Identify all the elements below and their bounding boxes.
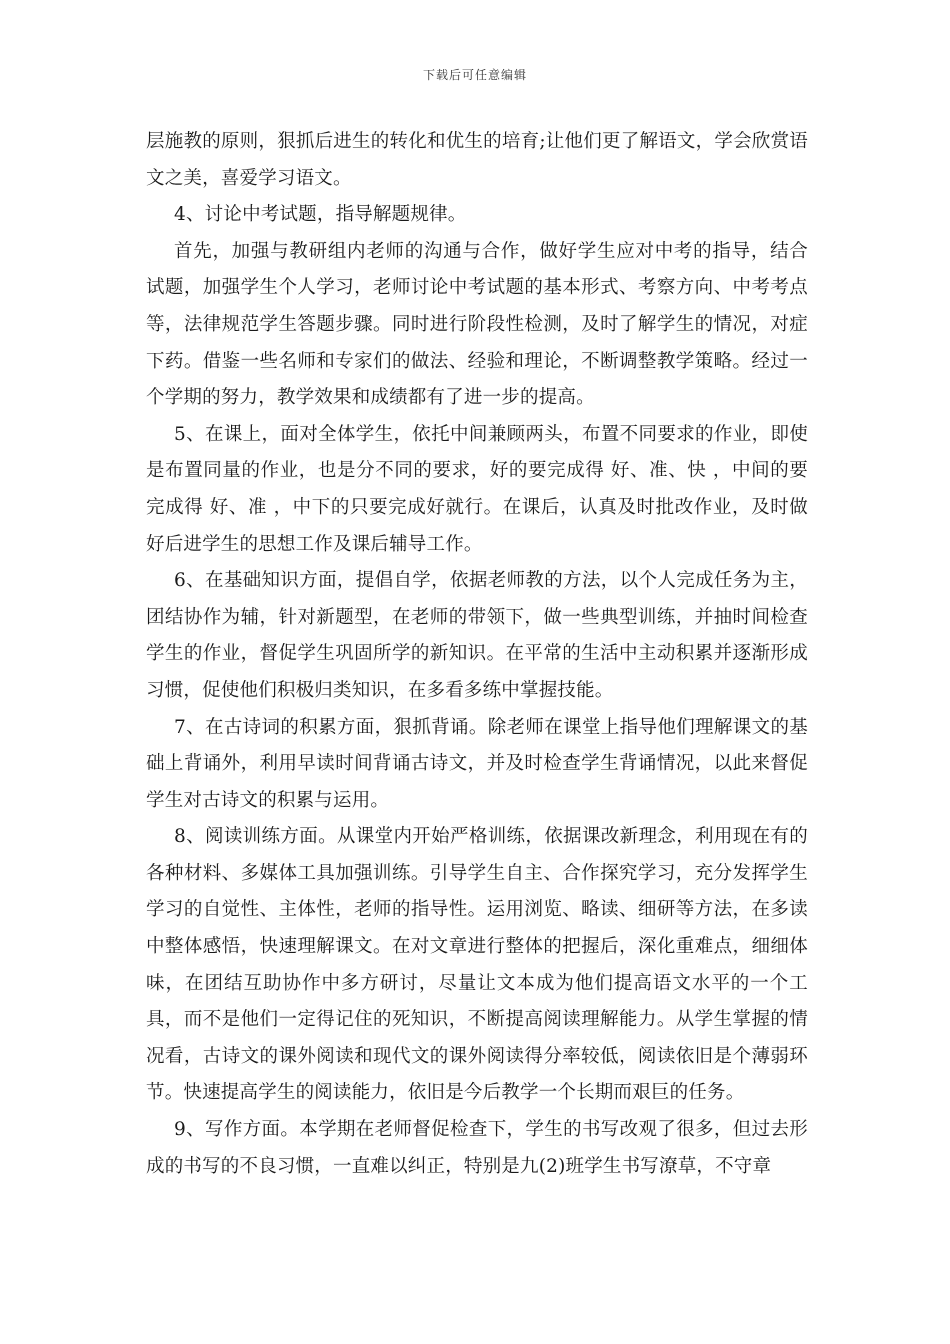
document-body <box>146 124 808 1185</box>
paragraph-item-8: 8、阅读训练方面。从课堂内开始严格训练，依据课改新理念，利用现在有的各种材料、多媒体工具加强训练。引导学生自主、合作探究学习，充分发挥学生学习的自觉性、主体性，老师的指导性。运用浏览、略读、细研等方法，在多读中整体感悟，快速理解课文。在对文章进行整体的把握后，深化重难点，细细体味，在团结互助协作中多方研讨，尽量让文本成为他们提高语文水平的一个工具，而不是他们一定得记住的死知识，不断提高阅读理解能力。从学生掌握的情况看，古诗文的课外阅读和现代文的课外阅读得分率较低，阅读依旧是个薄弱环节。快速提高学生的阅读能力，依旧是今后教学一个长期而艰巨的任务。 <box>146 826 808 1104</box>
paragraph-item-7: 7、在古诗词的积累方面，狠抓背诵。除老师在课堂上指导他们理解课文的基础上背诵外，利用早读时间背诵古诗文，并及时检查学生背诵情况，以此来督促学生对古诗文的积累与运用。 <box>146 716 808 811</box>
paragraph-item-5: 5、在课上，面对全体学生，依托中间兼顾两头，布置不同要求的作业，即使是布置同量的作业，也是分不同的要求，好的要完成得 好、准、快 ，中间的要完成得 好、准 ，中下的只要完成好就行。在课后，认真及时批改作业，及时做好后进学生的思想工作及课后辅导工作。 <box>146 423 808 555</box>
paragraph-item-9: 9、写作方面。本学期在老师督促检查下，学生的书写改观了很多，但过去形成的书写的不良习惯，一直难以纠正，特别是九(2)班学生书写潦草，不守章 <box>146 1119 808 1177</box>
paragraph-item-6: 6、在基础知识方面，提倡自学，依据老师教的方法，以个人完成任务为主，团结协作为辅，针对新题型，在老师的带领下，做一些典型训练，并抽时间检查学生的作业，督促学生巩固所学的新知识。在平常的生活中主动积累并逐渐形成习惯，促使他们积极归类知识，在多看多练中掌握技能。 <box>146 570 808 701</box>
paragraph-continuation: 层施教的原则，狠抓后进生的转化和优生的培育;让他们更了解语文，学会欣赏语文之美，喜爱学习语文。 <box>146 131 808 189</box>
page-header: 下载后可任意编辑 <box>422 68 527 82</box>
paragraph-item-4: 4、讨论中考试题，指导解题规律。 <box>174 204 467 226</box>
paragraph-item-4-detail: 首先，加强与教研组内老师的沟通与合作，做好学生应对中考的指导，结合试题，加强学生个人学习，老师讨论中考试题的基本形式、考察方向、中考考点等，法律规范学生答题步骤。同时进行阶段性检测，及时了解学生的情况，对症下药。借鉴一些名师和专家们的做法、经验和理论，不断调整教学策略。经过一个学期的努力，教学效果和成绩都有了进一步的提高。 <box>146 240 808 409</box>
